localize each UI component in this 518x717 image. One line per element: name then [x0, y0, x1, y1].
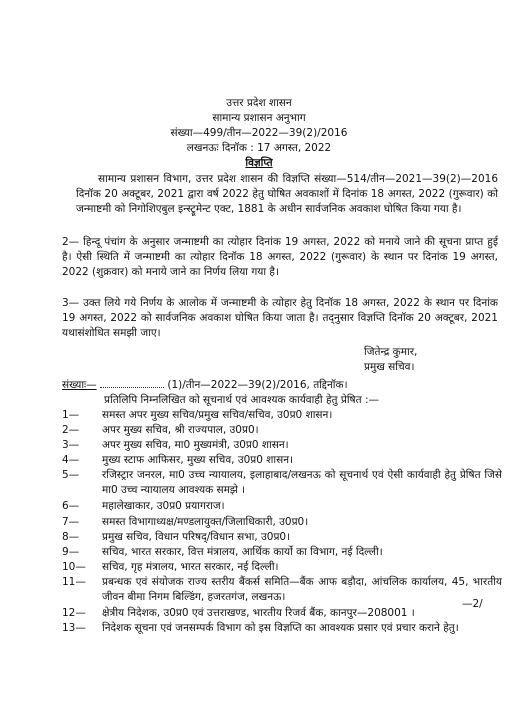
reference-number: (1)/तीन—2022—39(2)/2016, तद्दिनॉक।: [167, 379, 348, 391]
item-text: प्रमुख सचिव, विधान परिषद्/विधान सभा, उ0प्र0।: [102, 531, 291, 543]
item-number: 2—: [62, 424, 80, 436]
order-number: संख्या—499/तीन—2022—39(2)/2016: [170, 127, 348, 139]
item-text: निदेशक सूचना एवं जनसम्पर्क विभाग को इस विज्ञप्ति का आवश्यक प्रसार एवं प्रचार कराने हेतु।: [102, 622, 459, 634]
item-number: 9—: [62, 546, 80, 558]
item-text: सचिव, गृह मंत्रालय, भारत सरकार, नई दिल्ली।: [102, 561, 279, 573]
signatory-name: जितेन्द्र कुमार,: [364, 346, 418, 358]
item-number: 8—: [62, 531, 80, 543]
paragraph-1: सामान्य प्रशासन विभाग, उत्तर प्रदेश शासन की विज्ञप्ति संख्या—514/तीन—2021—39(2)—2016 दिनॉक 20 अक्टूबर, 2021 द्वारा वर्ष 2022 हेतु घोषित अवकाशों में दिनांक 18 अगस्त, 2022 (गुरूवार) को जन्माष्टमी को निगोशिएबुल इन्स्ट्रूमेन्ट एक्ट, 1881 के अधीन सार्वजनिक अवकाश घोषित किया गया है।: [76, 173, 498, 215]
item-number: 3—: [62, 439, 80, 451]
item-text: रजिस्ट्रार जनरल, मा0 उच्च न्यायालय, इलाहाबाद/लखनऊ को सूचनार्थ एवं ऐसी कार्यवाही हेतु प्रेषित जिसे मा0 उच्च न्यायालय आवश्यक समझे ।: [102, 469, 502, 496]
item-number: 10—: [62, 561, 86, 573]
item-number: 11—: [62, 576, 86, 588]
item-text: समस्त अपर मुख्य सचिव/प्रमुख सचिव/सचिव, उ0प्र0 शासन।: [102, 409, 333, 421]
item-text: सचिव, भारत सरकार, वित्त मंत्रालय, आर्थिक कार्यो का विभाग, नई दिल्ली।: [102, 546, 383, 558]
notice-title: विज्ञप्ति: [245, 157, 273, 169]
item-text: अपर मुख्य सचिव, श्री राज्यपाल, उ0प्र0।: [102, 424, 259, 436]
page-number: —2/: [462, 598, 483, 610]
govt-name: उत्तर प्रदेश शासन: [226, 97, 292, 109]
item-text: क्षेत्रीय निदेशक, उ0प्र0 एवं उत्तराखण्ड, भारतीय रिजर्व बैंक, कानपुर—208001 ।: [102, 607, 415, 619]
order-date: लखनऊः दिनॉक : 17 अगस्त, 2022: [186, 142, 332, 154]
item-text: प्रबन्धक एवं संयोजक राज्य स्तरीय बैंकर्स समिति—बैंक आफ बड़ौदा, आंचलिक कार्यालय, 45, भारतीय जीवन बीमा निगम बिल्डिंग, हजरतगंज, लखनऊ।: [102, 576, 502, 603]
signatory-designation: प्रमुख सचिव।: [364, 361, 415, 373]
item-text: मुख्य स्टाफ आफिसर, मुख्य सचिव, उ0प्र0 शासन।: [102, 454, 294, 466]
item-text: अपर मुख्य सचिव, मा0 मुख्यमंत्री, उ0प्र0 शासन।: [102, 439, 289, 451]
item-number: 13—: [62, 622, 86, 634]
reference-prefix: संख्याः—: [62, 379, 97, 391]
item-text: समस्त विभागाध्यक्ष/मण्डलायुक्त/जिलाधिकारी, उ0प्र0।: [102, 516, 309, 528]
item-number: 12—: [62, 607, 86, 619]
item-number: 4—: [62, 454, 80, 466]
paragraph-3: 3— उक्त लिये गये निर्णय के आलोक में जन्माष्टमी के त्योहार हेतु दिनॉक 18 अगस्त, 2022 के स्थान पर दिनांक 19 अगस्त, 2022 को सार्वजनिक अवकाश घोषित किया जाता है। तद्नुसार विज्ञप्ति दिनॉक 20 अक्टूबर, 2021 यथासंशोधित समझी जाए।: [62, 297, 498, 339]
paragraph-2: 2— हिन्दू पंचांग के अनुसार जन्माष्टमी का त्योहार दिनांक 19 अगस्त, 2022 को मनाये जाने की सूचना प्राप्त हुई है। ऐसी स्थिति में जन्माष्टमी का त्योहार दिनॉक 18 अगस्त, 2022 (गुरूवार) के स्थान पर दिनांक 19 अगस्त, 2022 (शुक्रवार) को मनाये जाने का निर्णय लिया गया है।: [62, 236, 498, 278]
item-text: महालेखाकार, उ0प्र0 प्रयागराज।: [102, 500, 225, 512]
copy-reference: [62, 378, 492, 393]
item-number: 6—: [62, 500, 80, 512]
item-number: 1—: [62, 409, 80, 421]
item-number: 5—: [62, 469, 80, 481]
item-number: 7—: [62, 516, 80, 528]
copy-intro: प्रतिलिपि निम्नलिखित को सूचनार्थ एवं आवश्यक कार्यवाही हेतु प्रेषित :—: [104, 394, 379, 406]
department-name: सामान्य प्रशासन अनुभाग: [212, 112, 306, 124]
reference-blank: [100, 387, 164, 388]
